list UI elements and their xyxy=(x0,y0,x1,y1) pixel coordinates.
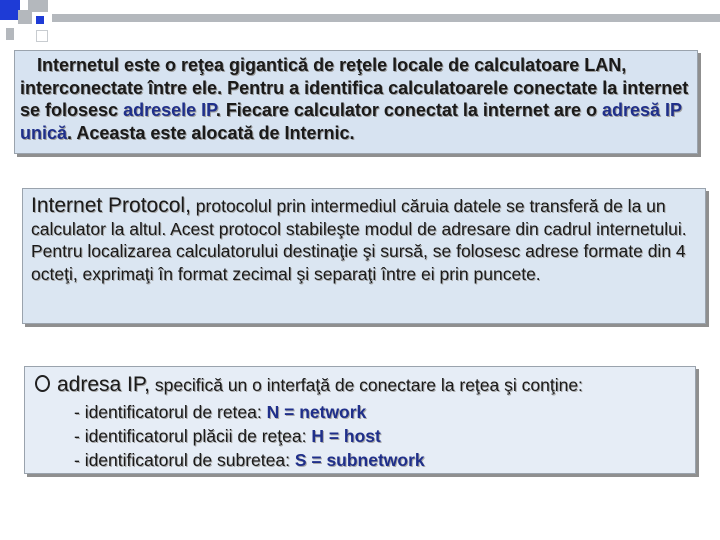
corner-square-small-blue xyxy=(36,16,44,24)
list-item-value: S = subnetwork xyxy=(294,450,425,470)
ip-address-definition: specifică un o interfaţă de conectare la reţea şi conţine: xyxy=(150,375,583,395)
list-item-value: H = host xyxy=(311,426,381,446)
corner-square-gray xyxy=(6,28,14,40)
intro-text-2: . Fiecare calculator conectat la internet are o xyxy=(215,100,602,120)
intro-highlight-ip-addresses: adresele IP xyxy=(123,100,216,120)
ip-address-components-list xyxy=(35,400,687,472)
hollow-circle-bullet-icon xyxy=(35,375,50,392)
list-item xyxy=(74,448,687,472)
internet-protocol-box xyxy=(22,188,706,324)
intro-highlight-unique-ip: adresă IP unică xyxy=(20,100,682,143)
corner-square-white xyxy=(36,30,48,42)
list-item xyxy=(74,400,687,424)
list-item xyxy=(74,424,687,448)
header-rule xyxy=(52,14,720,22)
corner-square-blue xyxy=(0,0,20,20)
intro-paragraph-box xyxy=(14,50,698,154)
intro-text-3: . Aceasta este alocată de Internic. xyxy=(67,122,355,143)
ip-address-box xyxy=(24,366,696,474)
list-item-label: - identificatorul de subretea: xyxy=(74,450,295,470)
internet-protocol-definition: protocolul prin intermediul căruia datele se transferă de la un calculator la altul. Acest protocol stabileşte modul de adresare din cadrul internetului. Pentru localizarea calculatorului destinaţie şi sursă, se folosesc adrese formate din 4 octeţi, exprimaţi în format zecimal şi separaţi între ei prin puncete. xyxy=(31,196,687,284)
ip-address-heading xyxy=(35,373,687,397)
ip-address-term: adresa IP, xyxy=(57,373,151,396)
list-item-value: N = network xyxy=(266,402,367,422)
list-item-label: - identificatorul de retea: xyxy=(74,402,267,422)
internet-protocol-term: Internet Protocol, xyxy=(31,194,191,217)
corner-square-gray xyxy=(18,10,32,24)
intro-text-1: Internetul este o reţea gigantică de reţele locale de calculatoare LAN, interconectate între ele. Pentru a identifica calculatoarele conectate la internet se folosesc xyxy=(20,55,689,120)
list-item-label: - identificatorul plăcii de reţea: xyxy=(74,426,312,446)
